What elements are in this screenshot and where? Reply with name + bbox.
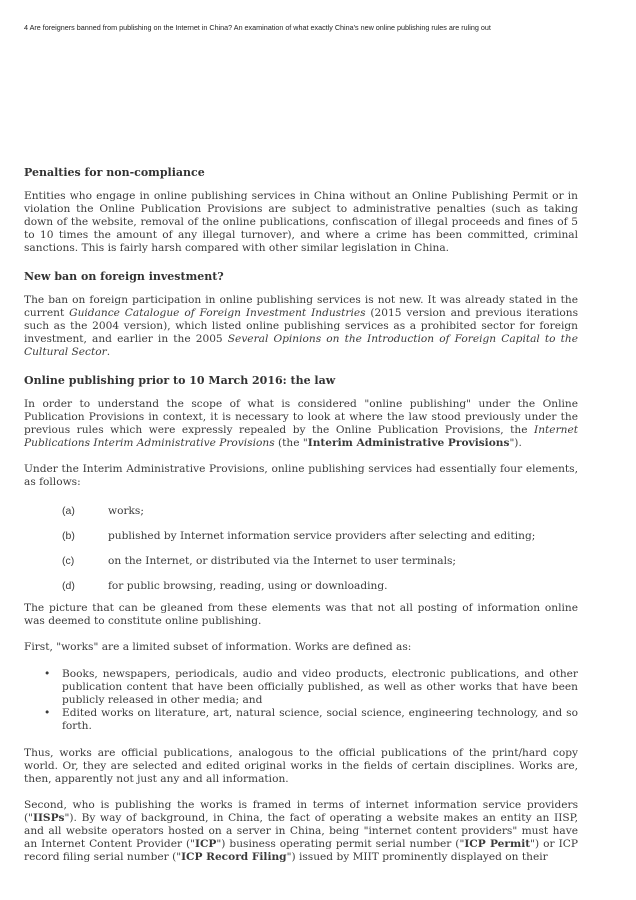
item-label: (a) xyxy=(62,505,75,517)
bullet-item: • Edited works on literature, art, natural science, social science, engineering technology, and so forth. xyxy=(24,707,578,733)
para-works-defined: First, "works" are a limited subset of information. Works are defined as: xyxy=(24,641,412,653)
list-item xyxy=(24,505,578,530)
list-item xyxy=(24,555,578,580)
para-four-elements: Under the Interim Administrative Provisions, online publishing services had essentially four elements, as follows: xyxy=(24,463,578,488)
bullet-item: • Books, newspapers, periodicals, audio and video products, electronic publications, and other publication content that have been officially published, as well as other works that have been publicly released in other media; and xyxy=(24,668,578,707)
bold-interim-provisions: Interim Administrative Provisions xyxy=(307,437,510,449)
text-run: In order to understand the scope of what is considered "online publishing" under the Online Publication Provisions in context, it is necessary to look at where the law stood previously under the previous rules which were expressly repealed by the Online Publication Provisions, the xyxy=(24,398,578,436)
item-label: (d) xyxy=(62,580,75,592)
elements-list xyxy=(24,505,578,598)
heading-prior-law: Online publishing prior to 10 March 2016: the law xyxy=(24,374,336,387)
list-item xyxy=(24,530,578,555)
item-label: (b) xyxy=(62,530,75,542)
para-official-publications: Thus, works are official publications, analogous to the official publications of the print/hard copy world. Or, they are selected and edited original works in the fields of certain disciplines. Works are, then, apparently not just any and all information. xyxy=(24,747,578,785)
italic-interim-provisions: Internet Publications Interim Administrative Provisions xyxy=(24,424,578,449)
item-text: works; xyxy=(108,505,144,517)
text-run: (2015 version and previous iterations such as the 2004 version), which listed online publishing services as a prohibited sector for foreign investment, and earlier in the 2005 xyxy=(24,307,579,345)
para-iisp xyxy=(24,799,578,864)
item-label: (c) xyxy=(62,555,75,567)
item-text: published by Internet information service providers after selecting and editing; xyxy=(108,530,536,542)
para-penalties: Entities who engage in online publishing services in China without an Online Publishing Permit or in violation the Online Publication Provisions are subject to administrative penalties (such as taking down of the website, removal of the online publications, confiscation of illegal proceeds and fines of 5 to 10 times the amount of any illegal turnover), and where a crime has been committed, criminal sanctions. This is fairly harsh compared with other similar legislation in China. xyxy=(24,190,578,254)
italic-guidance-catalogue: Guidance Catalogue of Foreign Investment Industries xyxy=(69,307,366,319)
running-header: 4 Are foreigners banned from publishing on the Internet in China? An examination of what exactly China's new online publishing rules are ruling out xyxy=(24,23,491,32)
text-run: . xyxy=(106,346,111,358)
document-body xyxy=(24,166,578,864)
text-run: "). xyxy=(509,437,522,449)
item-text: for public browsing, reading, using or downloading. xyxy=(108,580,388,592)
bold-icp: ICP xyxy=(195,838,217,850)
text-run: The ban on foreign participation in online publishing services is not new. It was already stated in the current xyxy=(24,294,578,319)
para-prior-law xyxy=(24,398,578,450)
heading-penalties: Penalties for non-compliance xyxy=(24,166,205,179)
list-item xyxy=(24,580,578,598)
para-foreign-investment xyxy=(24,294,578,359)
para-picture: The picture that can be gleaned from these elements was that not all posting of information online was deemed to constitute online publishing. xyxy=(24,602,578,627)
text-run: "). By way of background, in China, the fact of operating a website makes an entity an IISP, and all website operators hosted on a server in China, being "internet content providers" must have an Internet Content Provider (" xyxy=(24,812,578,850)
text-run: Second, who is publishing the works is framed in terms of internet information service providers (" xyxy=(24,799,578,824)
text-run: (the " xyxy=(274,437,308,449)
heading-foreign-investment: New ban on foreign investment? xyxy=(24,270,224,283)
text-run: ") business operating permit serial number (" xyxy=(216,838,465,850)
bold-icp-permit: ICP Permit xyxy=(464,838,531,850)
bold-icp-record-filing: ICP Record Filing xyxy=(181,851,287,863)
item-text: on the Internet, or distributed via the Internet to user terminals; xyxy=(108,555,456,567)
text-run: ") issued by MIIT prominently displayed on their xyxy=(286,851,548,863)
bold-iisps: IISPs xyxy=(33,812,65,824)
works-bullet-list xyxy=(24,668,578,733)
text-run: ") or ICP record filing serial number (" xyxy=(24,838,578,863)
italic-several-opinions: Several Opinions on the Introduction of Foreign Capital to the Cultural Sector xyxy=(24,333,579,358)
